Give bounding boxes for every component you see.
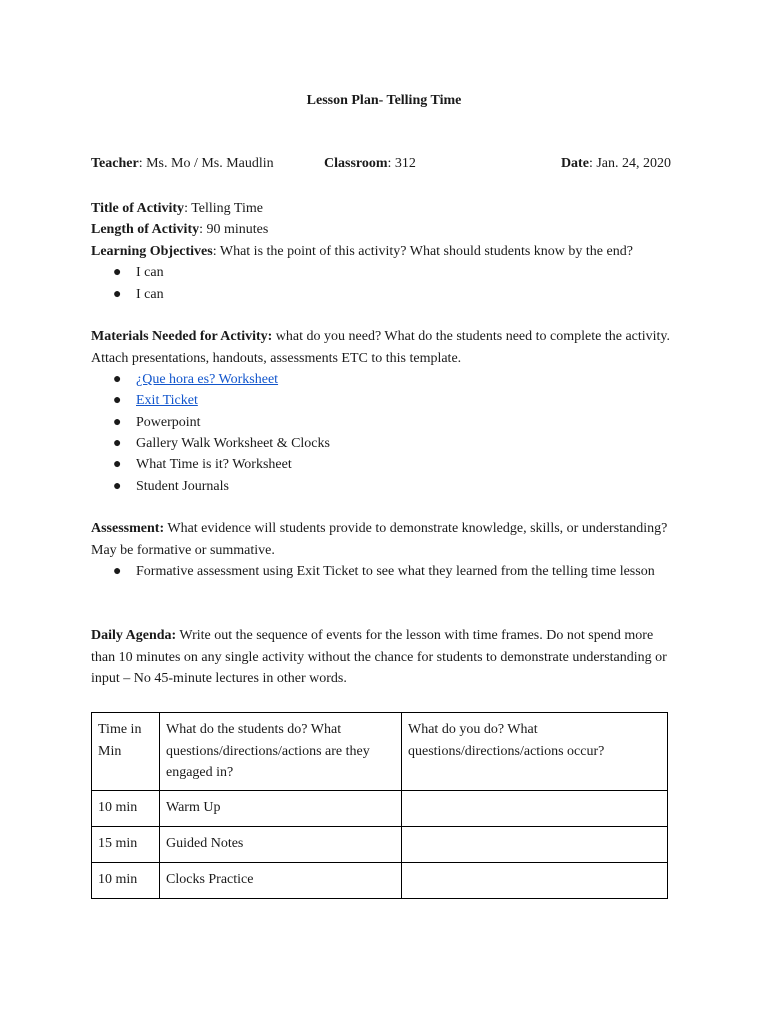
activity-title-line — [91, 198, 691, 220]
date-label: Date — [560, 156, 589, 171]
material-item: What Time is it? Worksheet — [136, 457, 292, 472]
bullet-icon: ● — [113, 372, 122, 387]
material-item: Student Journals — [136, 479, 229, 494]
activity-length-label: Length of Activity — [91, 222, 200, 237]
bullet-icon: ● — [113, 393, 122, 408]
bullet-icon: ● — [113, 457, 122, 472]
page-title: Lesson Plan- Telling Time — [306, 93, 462, 108]
agenda-label: Daily Agenda: — [91, 628, 177, 643]
bullet-icon: ● — [113, 287, 122, 302]
table-row — [92, 791, 668, 827]
agenda-text: Write out the sequence of events for the lesson with time frames. Do not spend more than 10 minutes on any single activity without the chance for students to demonstrate understanding or input – No 45-minute lectures in other words. — [91, 628, 667, 686]
objectives-label: Learning Objectives — [91, 244, 213, 259]
activity-length-line — [91, 219, 691, 241]
table-cell — [402, 791, 668, 827]
bullet-icon: ● — [113, 436, 122, 451]
agenda-table — [91, 712, 668, 899]
assessment-text: What evidence will students provide to demonstrate knowledge, skills, or understanding? May be formative or summative. — [91, 521, 668, 558]
date-field — [561, 156, 671, 172]
table-cell: 10 min — [92, 791, 160, 827]
objective-item: I can — [136, 287, 164, 302]
table-cell: Clocks Practice — [160, 863, 402, 899]
table-row — [92, 863, 668, 899]
activity-title-value: : Telling Time — [184, 201, 263, 216]
material-item: Gallery Walk Worksheet & Clocks — [136, 436, 330, 451]
bullet-icon: ● — [113, 564, 122, 579]
table-cell: 10 min — [92, 863, 160, 899]
activity-title-label: Title of Activity — [91, 201, 185, 216]
exit-ticket-link[interactable]: Exit Ticket — [136, 393, 198, 408]
assessment-item: Formative assessment using Exit Ticket to see what they learned from the telling time lesson — [136, 564, 655, 579]
date-value: : Jan. 24, 2020 — [588, 156, 671, 171]
classroom-field — [324, 156, 416, 172]
table-cell — [402, 827, 668, 863]
header-info — [91, 156, 671, 176]
objectives-value: : What is the point of this activity? What should students know by the end? — [212, 244, 633, 259]
bullet-icon: ● — [113, 415, 122, 430]
objectives-line — [91, 241, 691, 263]
table-cell: Warm Up — [160, 791, 402, 827]
classroom-value: : 312 — [387, 156, 416, 171]
materials-text: what do you need? What do the students need to complete the activity. Attach presentations, handouts, assessments ETC to this template. — [91, 329, 671, 366]
objective-item: I can — [136, 265, 164, 280]
bullet-icon: ● — [113, 265, 122, 280]
worksheet-link[interactable]: ¿Que hora es? Worksheet — [136, 372, 279, 387]
bullet-icon: ● — [113, 479, 122, 494]
teacher-field — [91, 156, 274, 172]
header-cell-time: Time in Min — [92, 713, 160, 791]
materials-label: Materials Needed for Activity: — [91, 329, 273, 344]
header-cell-students: What do the students do? What questions/directions/actions are they engaged in? — [160, 713, 402, 791]
table-cell — [402, 863, 668, 899]
assessment-paragraph — [91, 518, 681, 561]
agenda-paragraph — [91, 625, 676, 690]
table-header-row — [92, 713, 668, 791]
classroom-label: Classroom — [324, 156, 388, 171]
table-cell: 15 min — [92, 827, 160, 863]
table-row — [92, 827, 668, 863]
table-cell: Guided Notes — [160, 827, 402, 863]
material-item: Powerpoint — [136, 415, 201, 430]
materials-paragraph — [91, 326, 681, 369]
teacher-value: : Ms. Mo / Ms. Maudlin — [138, 156, 274, 171]
teacher-label: Teacher — [91, 156, 139, 171]
header-cell-teacher: What do you do? What questions/directions/actions occur? — [402, 713, 668, 791]
assessment-label: Assessment: — [91, 521, 165, 536]
activity-length-value: : 90 minutes — [199, 222, 269, 237]
